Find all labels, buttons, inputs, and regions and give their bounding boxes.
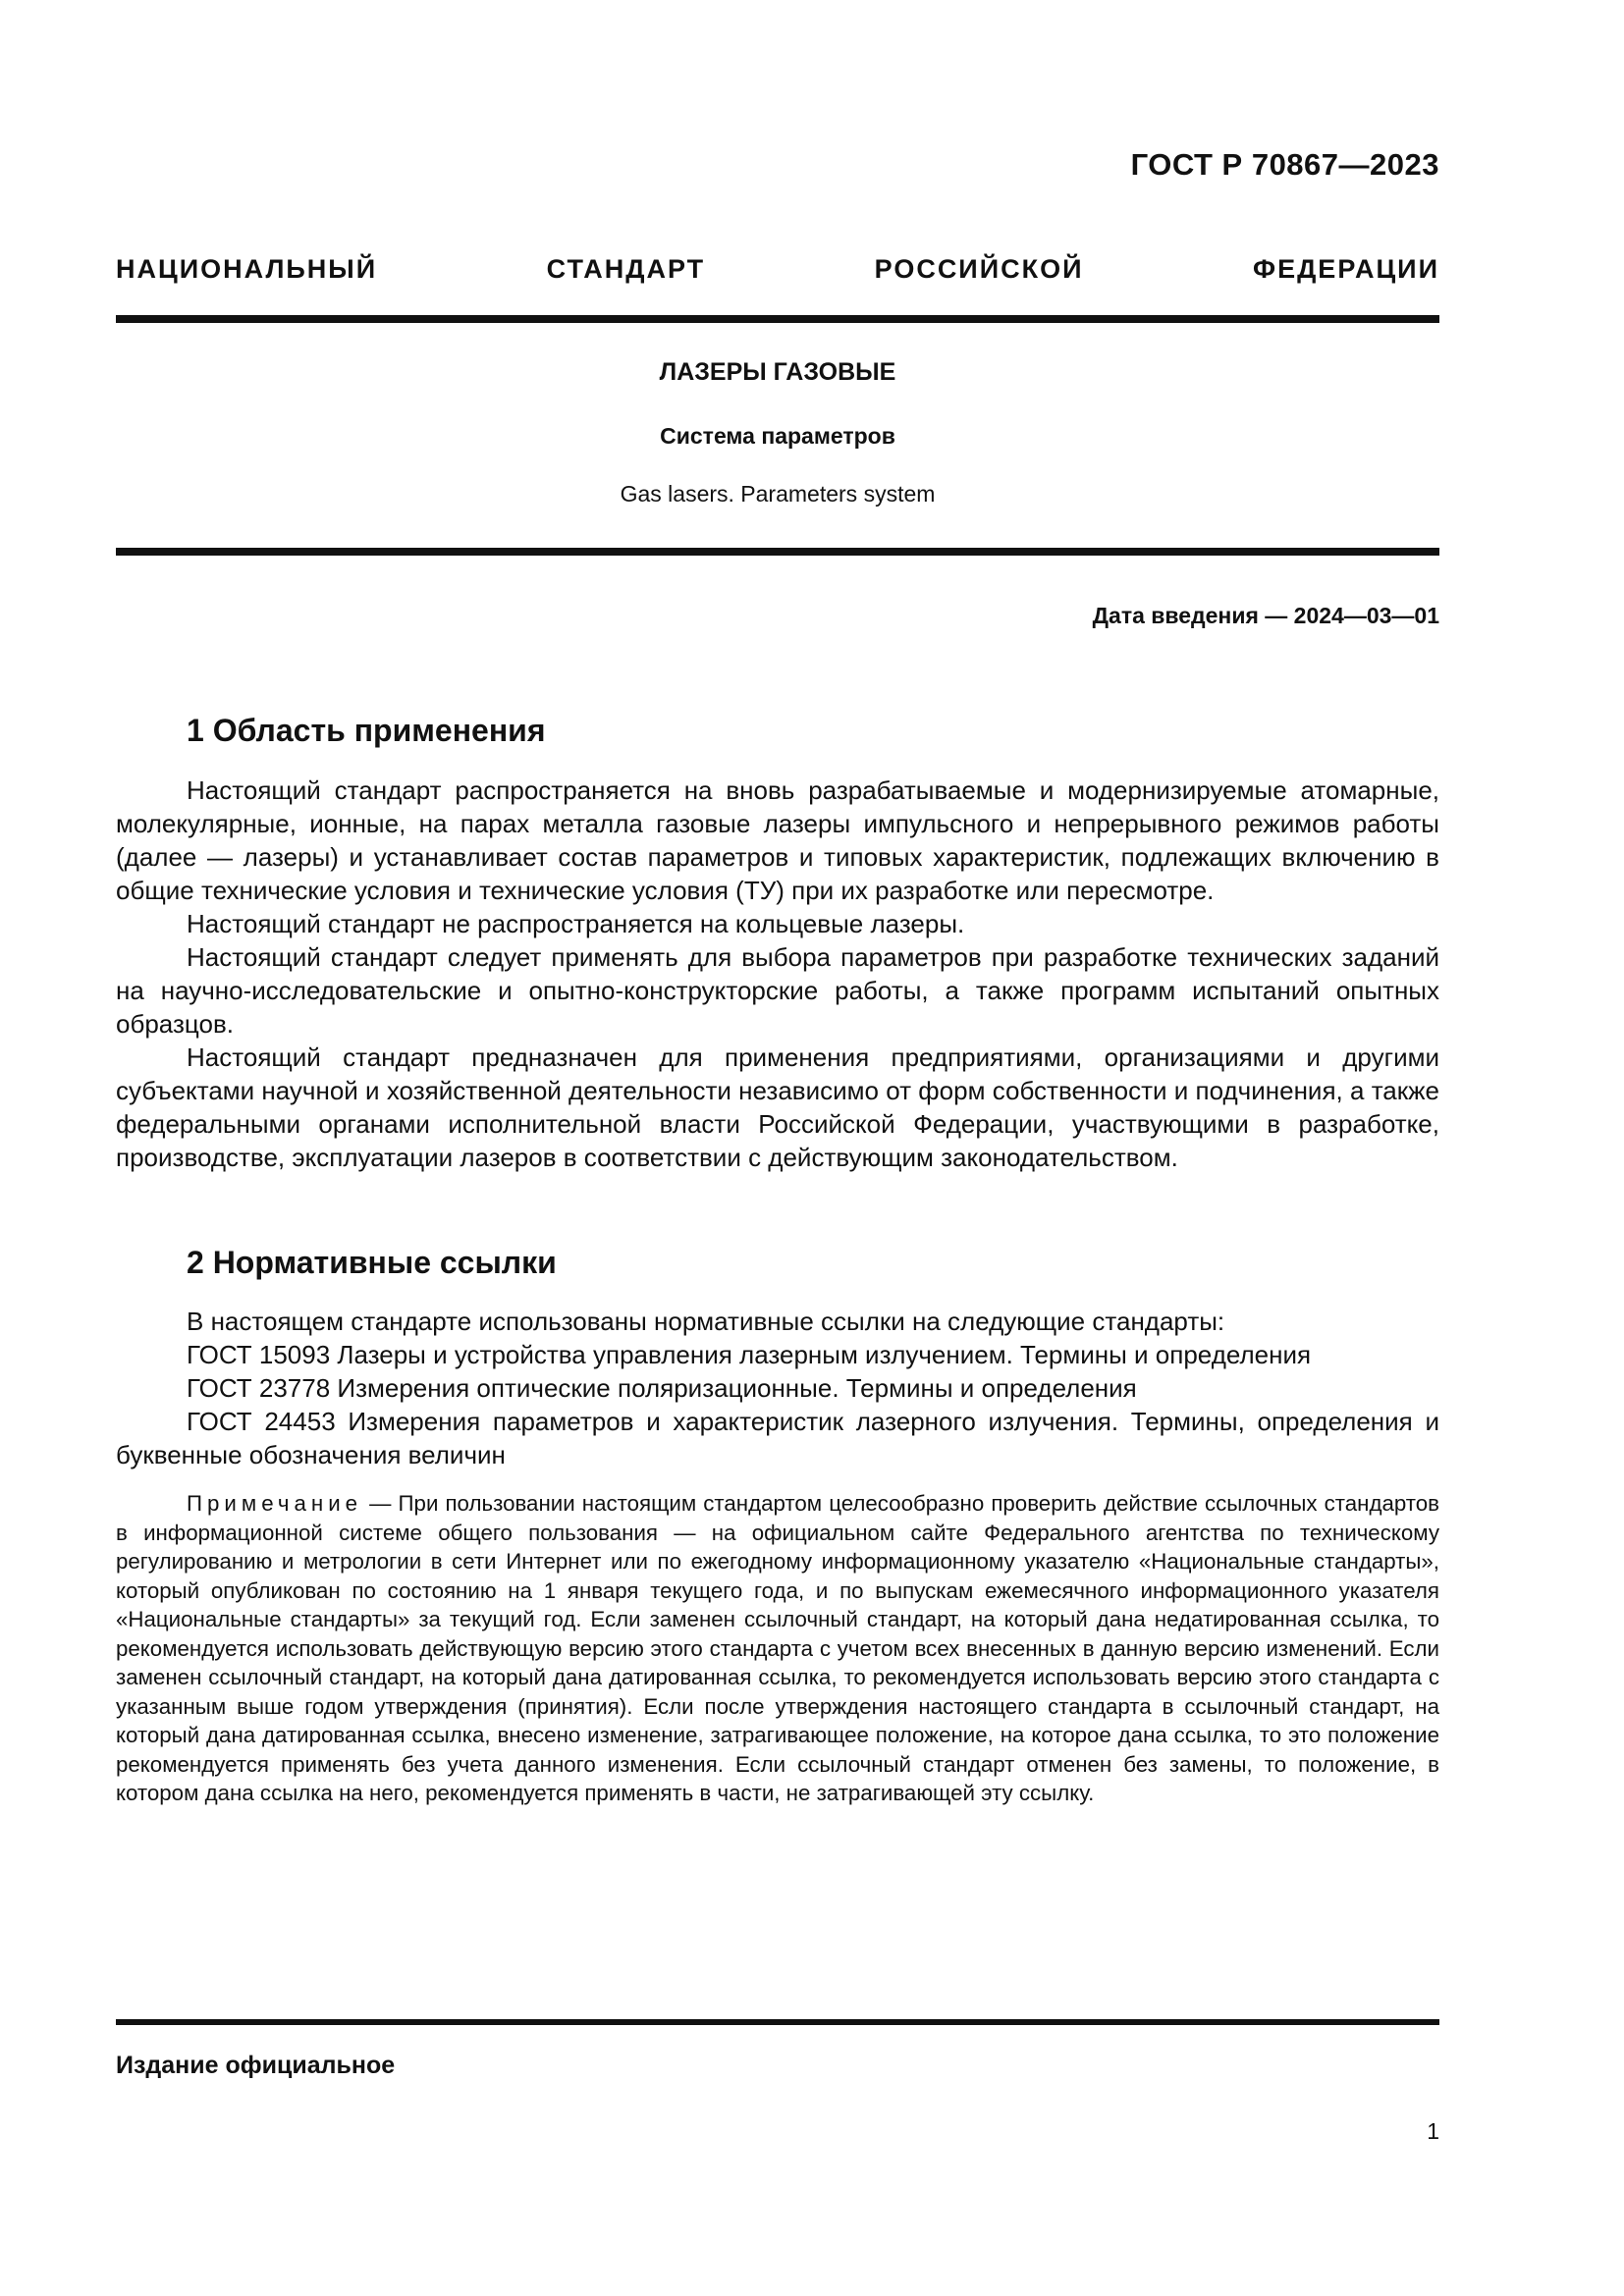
note-text: — При пользовании настоящим стандартом целесообразно проверить действие ссылочных стандартов в информационной системе общего пользования — на официальном сайте Федерального агентства по техническому регулированию и метрологии в сети Интернет или по ежегодному информационному указателю «Национальные стандарты», который опубликован по состоянию на 1 января текущего года, и по выпускам ежемесячного информационного указателя «Национальные стандарты» за текущий год. Если заменен ссылочный стандарт, на который дана недатированная ссылка, то рекомендуется использовать действующую версию этого стандарта с учетом всех внесенных в данную версию изменений. Если заменен ссылочный стандарт, на который дана датированная ссылка, то рекомендуется использовать версию этого стандарта с указанным выше годом утверждения (принятия). Если после утверждения настоящего стандарта в ссылочный стандарт, на который дана датированная ссылка, внесено изменение, затрагивающее положение, на которое дана ссылка, то это положение рекомендуется применять без учета данного изменения. Если ссылочный стандарт отменен без замены, то положение, в котором дана ссылка на него, рекомендуется применять в части, не затрагивающей эту ссылку. — [116, 1491, 1439, 1805]
section-1-heading: 1 Область применения — [187, 713, 546, 748]
paragraph: Настоящий стандарт следует применять для выбора параметров при разработке технических заданий на научно-исследовательские и опытно-конструкторские работы, а также программ испытаний опытных образцов. — [116, 942, 1439, 1039]
paragraph: Настоящий стандарт не распространяется на кольцевые лазеры. — [187, 909, 965, 938]
footer-divider — [116, 2019, 1439, 2025]
references-intro: В настоящем стандарте использованы нормативные ссылки на следующие стандарты: — [187, 1307, 1225, 1336]
english-title: Gas lasers. Parameters system — [620, 481, 936, 507]
note-label: Примечание — [187, 1491, 363, 1516]
paragraph: Настоящий стандарт предназначен для применения предприятиями, организациями и другими субъектами научной и хозяйственной деятельности независимо от форм собственности и подчинения, а также федеральными органами исполнительной власти Российской Федерации, участвующими в разработке, производстве, эксплуатации лазеров в соответствии с действующим законодательством. — [116, 1042, 1439, 1172]
document-subtitle: Система параметров — [660, 423, 895, 449]
document-number: ГОСТ Р 70867—2023 — [1130, 147, 1439, 182]
national-standard-banner: НАЦИОНАЛЬНЫЙ СТАНДАРТ РОССИЙСКОЙ ФЕДЕРАЦИИ — [116, 254, 1439, 284]
top-divider — [116, 315, 1439, 323]
paragraph: Настоящий стандарт распространяется на вновь разрабатываемые и модернизируемые атомарные, молекулярные, ионные, на парах металла газовые лазеры импульсного и непрерывного режимов работы (далее — лазеры) и устанавливает состав параметров и типовых характеристик, подлежащих включению в общие технические условия и технические условия (ТУ) при их разработке или пересмотре. — [116, 775, 1439, 905]
introduction-date: Дата введения — 2024—03—01 — [1092, 603, 1439, 628]
section-2-body — [116, 1305, 1439, 1471]
reference-item: ГОСТ 24453 Измерения параметров и характеристик лазерного излучения. Термины, определения и буквенные обозначения величин — [116, 1407, 1439, 1469]
reference-item: ГОСТ 23778 Измерения оптические поляризационные. Термины и определения — [187, 1373, 1137, 1403]
official-edition-label: Издание официальное — [116, 2052, 396, 2079]
reference-item: ГОСТ 15093 Лазеры и устройства управления лазерным излучением. Термины и определения — [187, 1340, 1312, 1369]
note-block — [116, 1489, 1439, 1808]
page-number: 1 — [1427, 2118, 1439, 2144]
section-1-body — [116, 774, 1439, 1174]
section-2-heading: 2 Нормативные ссылки — [187, 1245, 557, 1280]
document-title: ЛАЗЕРЫ ГАЗОВЫЕ — [659, 358, 896, 386]
title-divider — [116, 548, 1439, 556]
